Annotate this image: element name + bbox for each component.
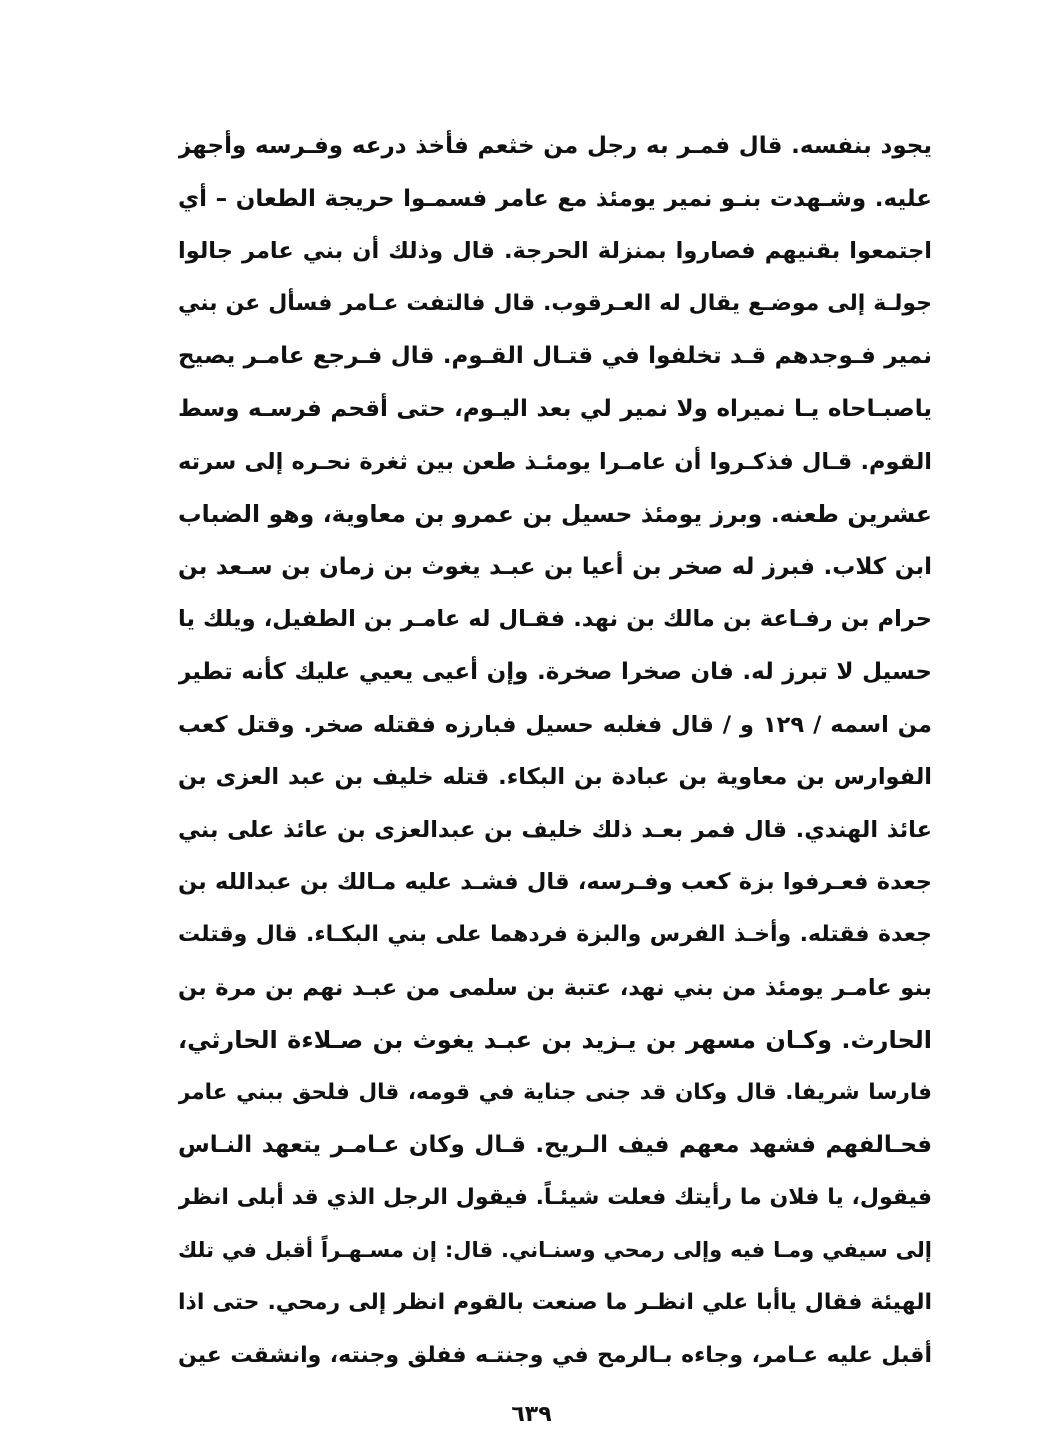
text-line: عشرين طعنه. وبرز يومئذ حسيل بن عمرو بن معاوية، وهو الضباب — [178, 500, 932, 529]
text-line: القوم. قـال فذكـروا أن عامـرا يومئـذ طعن بين ثغرة نحـره إلى سرته — [178, 448, 932, 475]
text-line: ياصبـاحاه يـا نميراه ولا نمير لي بعد اليـوم، حتى أقحم فرسـه وسط — [178, 395, 932, 422]
text-line: فارسا شريفا. قال وكان قد جنى جناية في قومه، قال فلحق ببني عامر — [178, 1079, 932, 1105]
text-line: اجتمعوا بقنيهم فصاروا بمنزلة الحرجة. قال وذلك أن بني عامر جالوا — [178, 238, 932, 265]
text-line: إلى سيفي ومـا فيه وإلى رمحي وسنـاني. قال: إن مسـهـراً أقبل في تلك — [178, 1238, 932, 1263]
text-line: الحارث. وكـان مسهر بن يـزيد بن عبـد يغوث بن صـلاءة الحارثي، — [178, 1026, 932, 1055]
text-line: أقبل عليه عـامر، وجاءه بـالرمح في وجنتـه ففلق وجنته، وانشقت عين — [178, 1342, 932, 1368]
text-line: ابن كلاب. فبرز له صخر بن أعيا بن عبـد يغوث بن زمان بن سـعد بن — [178, 553, 932, 580]
text-line: الهيئة فقال ياأبا علي انظـر ما صنعت بالقوم انظر إلى رمحي. حتى اذا — [178, 1290, 932, 1316]
text-line: فحـالفهم فشهد معهم فيف الـريح. قـال وكان عـامـر يتعهد النـاس — [178, 1132, 932, 1159]
text-line: عليه. وشـهدت بنـو نمير يومئذ مع عامر فسمـوا حريجة الطعان – أي — [178, 185, 932, 212]
body-text — [178, 120, 932, 1382]
text-line: بنو عامـر يومئذ من بني نهد، عتبة بن سلمى من عبـد نهم بن مرة بن — [178, 974, 932, 1001]
text-line: جعدة فعـرفوا بزة كعب وفـرسه، قال فشـد عليه مـالك بن عبدالله بن — [178, 869, 932, 896]
text-line: جعدة فقتله. وأخـذ الفرس والبزة فردهما على بني البكـاء. قال وقتلت — [178, 921, 932, 947]
text-line: حسيل لا تبرز له. فان صخرا صخرة. وإن أعيى يعيي عليك كأنه تطير — [178, 658, 932, 685]
text-line: عائذ الهندي. قال فمر بعـد ذلك خليف بن عبدالعزى بن عائذ على بني — [178, 816, 932, 843]
page-number: ٦٣٩ — [511, 1402, 552, 1427]
text-line: جولـة إلى موضـع يقال له العـرقوب. قال فالتفت عـامر فسأل عن بني — [178, 290, 932, 316]
text-line: فيقول، يا فلان ما رأيتك فعلت شيئـاً. فيقول الرجل الذي قد أبلى انظر — [178, 1184, 932, 1210]
text-line: من اسمه / ١٢٩ و / قال فغلبه حسيل فبارزه فقتله صخر. وقتل كعب — [178, 711, 932, 738]
text-line: نمير فـوجدهم قـد تخلفوا في قتـال القـوم. قال فـرجع عامـر يصيح — [178, 343, 932, 370]
text-line: يجود بنفسه. قال فمـر به رجل من خثعم فأخذ درعه وفـرسه وأجهز — [178, 133, 932, 159]
text-line: حرام بن رفـاعة بن مالك بن نهد. فقـال له عامـر بن الطفيل، ويلك يا — [178, 606, 932, 633]
text-line: الفوارس بن معاوية بن عبادة بن البكاء. قتله خليف بن عبد العزى بن — [178, 764, 932, 791]
